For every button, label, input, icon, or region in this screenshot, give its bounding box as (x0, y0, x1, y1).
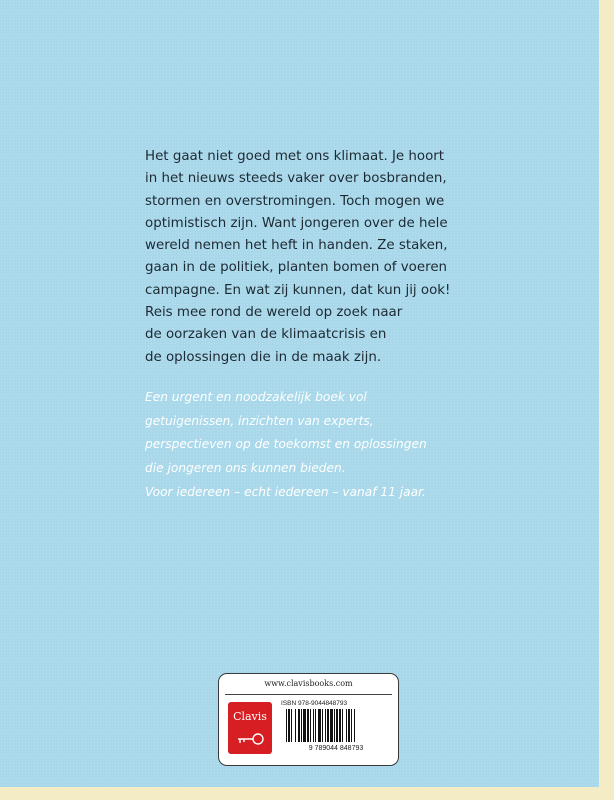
barcode-bar (307, 709, 309, 742)
tagline-line: Een urgent en noodzakelijk boek vol (145, 390, 367, 404)
barcode-bar (286, 709, 287, 742)
barcode-bar (295, 709, 296, 742)
blurb-line: wereld nemen het heft in handen. Ze staken, (145, 238, 448, 254)
barcode-bar (327, 709, 329, 742)
barcode-bar (325, 709, 326, 742)
website-link[interactable]: www.clavisbooks.com (264, 679, 353, 688)
barcode-bar (291, 709, 292, 742)
blurb-line: Het gaat niet goed met ons klimaat. Je hoort (145, 149, 445, 164)
tagline-line: Voor iedereen – echt iedereen – vanaf 11 jaar. (145, 484, 426, 499)
label-divider (225, 694, 392, 695)
tagline-line: getuigenissen, inzichten van experts, (145, 413, 374, 428)
blurb-line: in het nieuws steeds vaker over bosbranden, (145, 171, 447, 187)
publisher-logo (228, 702, 272, 754)
barcode-bar (342, 709, 343, 742)
barcode-bar (339, 709, 341, 742)
barcode-bar (288, 709, 290, 742)
blurb-line: Reis mee rond de wereld op zoek naar (145, 305, 403, 321)
barcode-bar (346, 709, 347, 742)
barcode-bar (310, 709, 311, 742)
blurb-line: optimistisch zijn. Want jongeren over de hele (145, 215, 448, 231)
logo-text: Clavis (233, 710, 267, 723)
key-icon (236, 732, 266, 746)
barcode-digits: 9 789044 848793 (308, 745, 364, 752)
isbn-text: ISBN 978-9044848793 (281, 700, 348, 707)
barcode-bar (336, 709, 338, 742)
tagline-paragraph (145, 386, 465, 505)
barcode-bar (322, 709, 323, 742)
tagline-line: perspectieven op de toekomst en oplossingen (145, 437, 427, 452)
barcode-bar (315, 709, 316, 742)
blurb-line: de oplossingen die in de maak zijn. (145, 349, 382, 365)
tagline-line: die jongeren ons kunnen bieden. (145, 461, 346, 476)
blurb-line: campagne. En wat zij kunnen, dat kun jij ook! (145, 282, 451, 298)
blurb-line: de oorzaken van de klimaatcrisis en (145, 327, 387, 343)
barcode-bar (298, 709, 300, 742)
barcode-bar (351, 709, 352, 742)
barcode-bar (303, 709, 306, 742)
barcode-bar (313, 709, 314, 742)
barcode-bar (330, 709, 333, 742)
barcode-bar (354, 709, 355, 742)
blurb-line: gaan in de politiek, planten bomen of voeren (145, 260, 448, 276)
barcode-bar (348, 709, 350, 742)
blurb-paragraph (145, 146, 451, 369)
blurb-line: stormen en overstromingen. Toch mogen we (145, 193, 445, 209)
barcode-bar (334, 709, 335, 742)
publisher-label (218, 673, 399, 766)
barcode-bar (318, 709, 321, 742)
barcode (280, 709, 392, 752)
barcode-bar (301, 709, 302, 742)
